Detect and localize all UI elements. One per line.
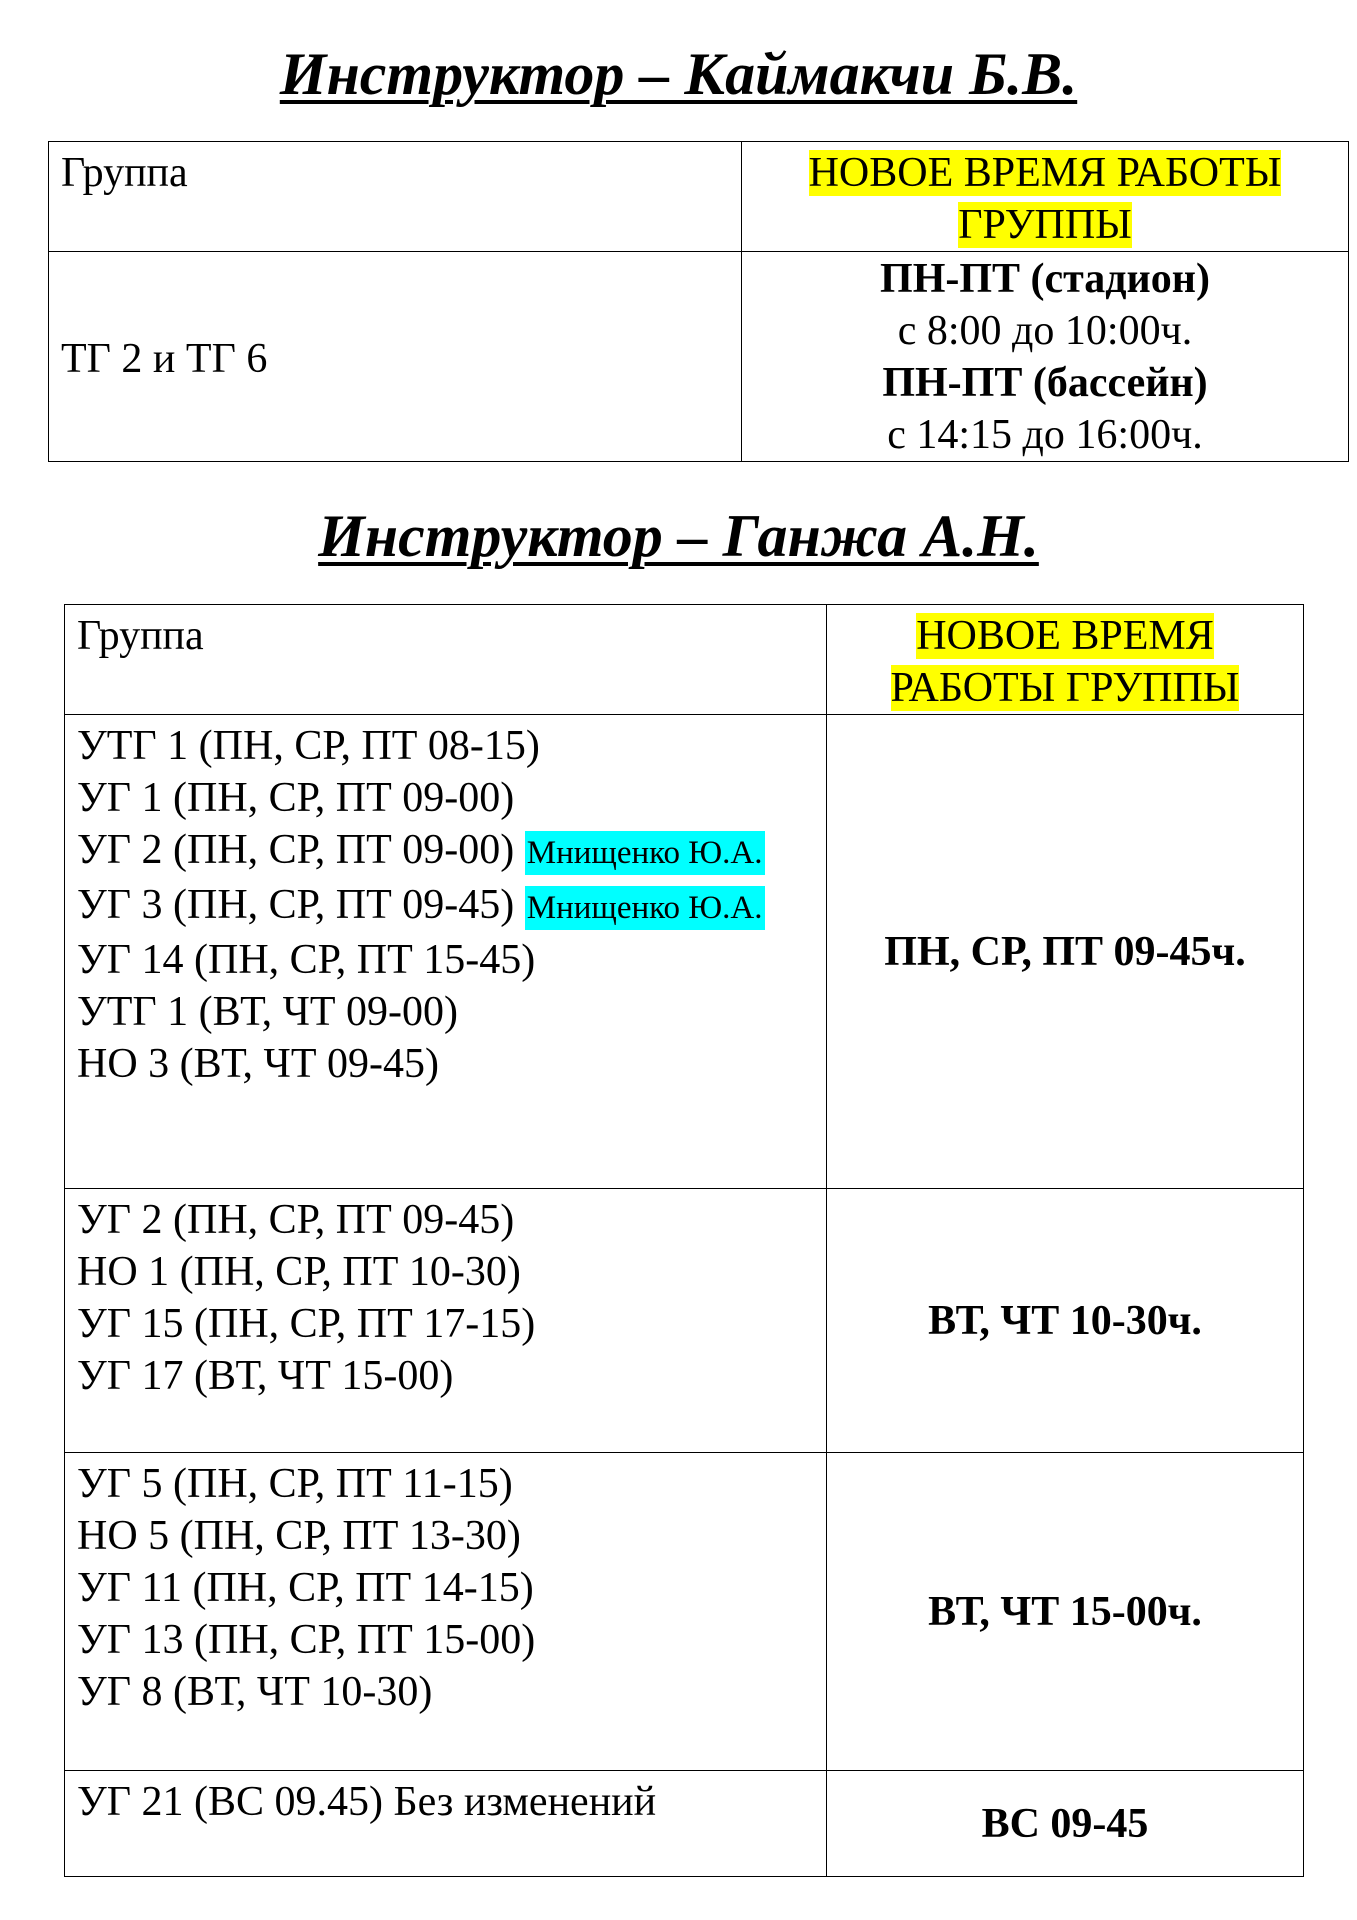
- group-line: [77, 824, 814, 879]
- time-cell: [827, 1771, 1304, 1877]
- time-line: ПН-ПТ (бассейн): [882, 359, 1208, 406]
- group-line: УГ 17 (ВТ, ЧТ 15-00): [77, 1353, 454, 1399]
- time-header-label-line1: НОВОЕ ВРЕМЯ РАБОТЫ: [808, 150, 1282, 196]
- time-cell: [827, 715, 1304, 1189]
- instructor-note: Мнищенко Ю.А.: [525, 831, 765, 875]
- group-line: НО 5 (ПН, СР, ПТ 13-30): [77, 1513, 521, 1559]
- time-text: ВТ, ЧТ 10-30ч.: [928, 1297, 1202, 1344]
- time-header-label-line2: РАБОТЫ ГРУППЫ: [890, 665, 1240, 711]
- table-row: [65, 1189, 1304, 1453]
- table-header-row: [49, 142, 1349, 252]
- group-line: УГ 15 (ПН, СР, ПТ 17-15): [77, 1301, 536, 1347]
- time-line: ПН-ПТ (стадион): [880, 255, 1210, 302]
- group-line-text: УГ 3 (ПН, СР, ПТ 09-45): [77, 882, 515, 928]
- group-line: УГ 8 (ВТ, ЧТ 10-30): [77, 1669, 433, 1715]
- table-header-row: [65, 605, 1304, 715]
- time-header-label-line2: ГРУППЫ: [958, 202, 1132, 248]
- group-cell: [65, 1453, 827, 1771]
- table-row: [65, 1453, 1304, 1771]
- group-line: [77, 879, 814, 934]
- time-header-label-line1: НОВОЕ ВРЕМЯ: [916, 613, 1214, 659]
- group-line: НО 3 (ВТ, ЧТ 09-45): [77, 1041, 439, 1087]
- time-line: с 8:00 до 10:00ч.: [897, 307, 1193, 354]
- group-line: УГ 1 (ПН, СР, ПТ 09-00): [77, 775, 515, 821]
- section2-heading: Инструктор – Ганжа А.Н.: [318, 503, 1039, 569]
- time-cell: [827, 1453, 1304, 1771]
- group-text: ТГ 2 и ТГ 6: [61, 336, 268, 382]
- table-row: [65, 1771, 1304, 1877]
- instructor-note: Мнищенко Ю.А.: [525, 886, 765, 930]
- schedule-table-2: [64, 604, 1304, 1877]
- group-line: УТГ 1 (ВТ, ЧТ 09-00): [77, 989, 458, 1035]
- section1-heading: Инструктор – Каймакчи Б.В.: [279, 41, 1078, 107]
- group-cell: [65, 715, 827, 1189]
- group-header-label: Группа: [77, 613, 204, 659]
- group-line: УГ 14 (ПН, СР, ПТ 15-45): [77, 937, 536, 983]
- time-cell: [827, 1189, 1304, 1453]
- group-cell: [65, 1771, 827, 1877]
- time-text: ВТ, ЧТ 15-00ч.: [928, 1588, 1202, 1635]
- time-header-cell: [827, 605, 1304, 715]
- group-line: УГ 21 (ВС 09.45) Без изменений: [77, 1779, 657, 1825]
- group-line: НО 1 (ПН, СР, ПТ 10-30): [77, 1249, 521, 1295]
- time-text: ВС 09-45: [981, 1800, 1149, 1847]
- group-header-cell: [65, 605, 827, 715]
- group-line: УГ 11 (ПН, СР, ПТ 14-15): [77, 1565, 534, 1611]
- group-cell: [49, 252, 742, 462]
- time-cell: [742, 252, 1349, 462]
- group-line: УГ 2 (ПН, СР, ПТ 09-45): [77, 1197, 515, 1243]
- group-line: УГ 5 (ПН, СР, ПТ 11-15): [77, 1461, 513, 1507]
- time-text: ПН, СР, ПТ 09-45ч.: [884, 928, 1246, 975]
- schedule-table-1: [48, 141, 1349, 462]
- group-header-label: Группа: [61, 150, 188, 196]
- table-row: [65, 715, 1304, 1189]
- group-header-cell: [49, 142, 742, 252]
- table-row: [49, 252, 1349, 462]
- group-cell: [65, 1189, 827, 1453]
- time-line: с 14:15 до 16:00ч.: [887, 411, 1203, 458]
- group-line-text: УГ 2 (ПН, СР, ПТ 09-00): [77, 827, 515, 873]
- group-line: УТГ 1 (ПН, СР, ПТ 08-15): [77, 723, 540, 769]
- group-line: УГ 13 (ПН, СР, ПТ 15-00): [77, 1617, 536, 1663]
- time-header-cell: [742, 142, 1349, 252]
